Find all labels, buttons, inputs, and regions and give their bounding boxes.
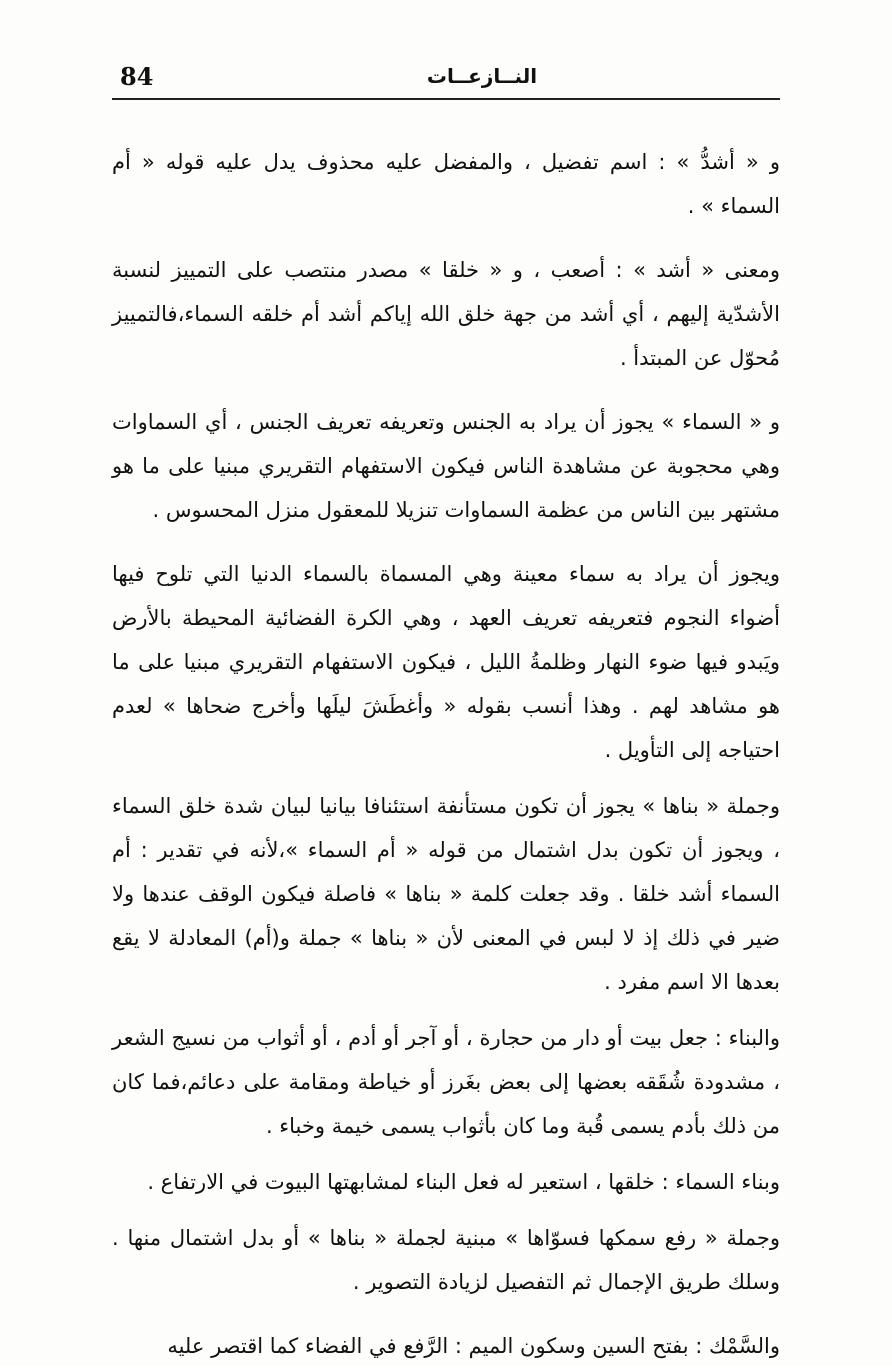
paragraph-building: والبناء : جعل بيت أو دار من حجارة ، أو آجر أو أدم ، أو أثواب من نسيج الشعر ، مشدودة شُقَقه بعضها إلى بعض بغَرز أو خياطة ومقامة على دعائم،فما كان من ذلك بأدم يسمى قُبة وما كان بأثواب يسمى خيمة وخباء . — [112, 1026, 780, 1138]
header-divider — [112, 98, 780, 100]
paragraph-ashadd: و « أشدُّ » : اسم تفضيل ، والمفضل عليه محذوف يدل عليه قوله « أم السماء » . — [112, 150, 780, 218]
paragraph-banaha: وجملة « بناها » يجوز أن تكون مستأنفة استئنافا بيانيا لبيان شدة خلق السماء ، ويجوز أن تكون بدل اشتمال من قوله « أم السماء »،لأنه في تقدير : أم السماء أشد خلقا . وقد جعلت كلمة « بناها » فاصلة فيكون الوقف عندها ولا ضير في ذلك إذ لا لبس في المعنى لأن « بناها » جملة و(أم) المعادلة لا يقع بعدها الا اسم مفرد . — [112, 794, 780, 994]
paragraph-sky-specific: ويجوز أن يراد به سماء معينة وهي المسماة بالسماء الدنيا التي تلوح فيها أضواء النجوم فتعريفه تعريف العهد ، وهي الكرة الفضائية المحيطة بالأرض ويَبدو فيها ضوء النهار وظلمةُ الليل ، فيكون الاستفهام التقريري مبنيا على ما هو مشاهد لهم . وهذا أنسب بقوله « وأغطَشَ ليلَها وأخرج ضحاها » لعدم احتياجه إلى التأويل . — [112, 562, 780, 762]
paragraph-sky-building: وبناء السماء : خلقها ، استعير له فعل البناء لمشابهتها البيوت في الارتفاع . — [147, 1170, 780, 1194]
paragraph-meaning: ومعنى « أشد » : أصعب ، و « خلقا » مصدر منتصب على التمييز لنسبة الأشدّية إليهم ، أي أشد من جهة خلق الله إياكم أشد أم خلقه السماء،فالتمييز مُحوّل عن المبتدأ . — [112, 258, 780, 370]
paragraph-sky-genus: و « السماء » يجوز أن يراد به الجنس وتعريفه تعريف الجنس ، أي السماوات وهي محجوبة عن مشاهدة الناس فيكون الاستفهام التقريري مبنيا على ما هو مشتهر بين الناس من عظمة السماوات تنزيلا للمعقول منزل المحسوس . — [112, 410, 780, 522]
page-body — [112, 140, 780, 1368]
paragraph-raise-height: وجملة « رفع سمكها فسوّاها » مبنية لجملة « بناها » أو بدل اشتمال منها . وسلك طريق الإجمال ثم التفصيل لزيادة التصوير . — [112, 1226, 780, 1294]
page-number: 84 — [120, 62, 154, 91]
page-header — [112, 58, 780, 100]
running-title: النــازعــات — [426, 64, 538, 88]
paragraph-samk: والسَّمْك : بفتح السين وسكون الميم : الرَّفع في الفضاء كما اقتصر عليه — [167, 1334, 780, 1358]
